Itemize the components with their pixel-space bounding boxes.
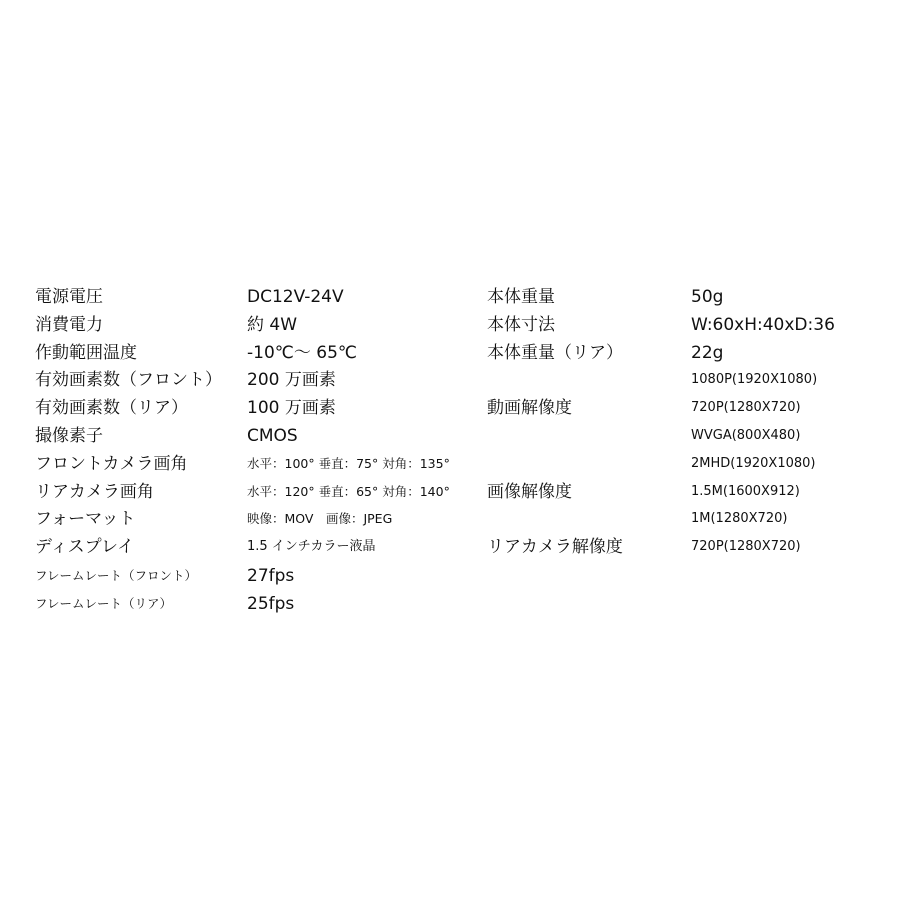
spec-label-operating-temperature: 作動範囲温度 [35, 343, 137, 363]
spec-value-front-frame-rate: 27fps [247, 566, 295, 586]
spec-value-rear-camera-angle: 水平：120° 垂直：65° 対角：140° [247, 484, 450, 499]
spec-value-image-resolution-3: 1M(1280X720) [691, 511, 788, 526]
spec-label-video-resolution: 動画解像度 [487, 398, 572, 418]
spec-value-image-resolution-2: 1.5M(1600X912) [691, 484, 800, 499]
spec-label-front-pixels: 有効画素数（フロント） [35, 370, 222, 390]
spec-label-front-camera-angle: フロントカメラ画角 [35, 454, 188, 474]
spec-label-format: フォーマット [35, 509, 136, 529]
spec-label-image-resolution: 画像解像度 [487, 482, 572, 502]
spec-label-rear-camera-angle: リアカメラ画角 [35, 482, 154, 502]
spec-value-video-resolution-1: 1080P(1920X1080) [691, 372, 818, 387]
spec-label-rear-weight: 本体重量（リア） [487, 343, 623, 363]
spec-value-image-resolution-1: 2MHD(1920X1080) [691, 456, 816, 471]
spec-label-rear-pixels: 有効画素数（リア） [35, 398, 188, 418]
spec-value-display: 1.5 インチカラー液晶 [247, 539, 376, 554]
spec-label-rear-camera-resolution: リアカメラ解像度 [487, 537, 623, 557]
spec-label-image-sensor: 撮像素子 [35, 426, 103, 446]
spec-label-display: ディスプレイ [35, 537, 135, 557]
spec-label-weight: 本体重量 [487, 287, 555, 307]
spec-value-front-pixels: 200 万画素 [247, 370, 336, 390]
spec-value-front-camera-angle: 水平：100° 垂直：75° 対角：135° [247, 456, 450, 471]
spec-label-rear-frame-rate: フレームレート（リア） [35, 596, 173, 611]
spec-value-operating-temperature: -10℃～ 65℃ [247, 343, 357, 363]
spec-label-power-voltage: 電源電圧 [35, 287, 103, 307]
spec-label-front-frame-rate: フレームレート（フロント） [35, 568, 198, 583]
spec-value-dimensions: W:60xH:40xD:36 [691, 315, 835, 335]
spec-value-weight: 50g [691, 287, 724, 307]
spec-value-rear-pixels: 100 万画素 [247, 398, 336, 418]
spec-value-rear-weight: 22g [691, 343, 724, 363]
spec-label-power-consumption: 消費電力 [35, 315, 103, 335]
spec-value-format: 映像：MOV 画像：JPEG [247, 511, 393, 526]
spec-value-rear-frame-rate: 25fps [247, 594, 295, 614]
spec-value-rear-camera-resolution: 720P(1280X720) [691, 539, 801, 554]
spec-value-power-voltage: DC12V-24V [247, 287, 344, 307]
spec-value-video-resolution-3: WVGA(800X480) [691, 428, 801, 443]
spec-value-image-sensor: CMOS [247, 426, 298, 446]
spec-value-video-resolution-2: 720P(1280X720) [691, 400, 801, 415]
spec-label-dimensions: 本体寸法 [487, 315, 555, 335]
spec-value-power-consumption: 約 4W [247, 315, 298, 335]
